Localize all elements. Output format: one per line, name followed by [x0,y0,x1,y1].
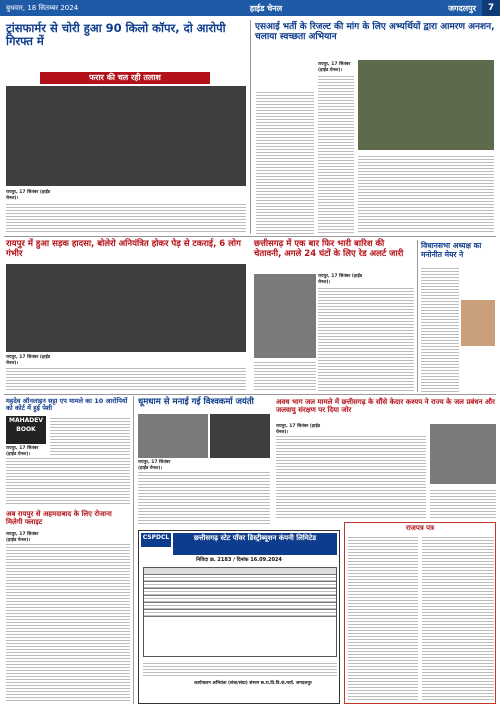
story3-lead: रायपुर, 17 सितंबर (हाईड चेनल)। [6,355,51,366]
ad-notes [143,661,337,677]
divider [4,236,496,237]
story2-photo-left [256,62,316,84]
story4-lead: रायपुर, 17 सितंबर (हाईड चेनल)। [318,274,363,285]
tender-table [143,567,337,657]
story2-body-col2 [358,154,494,234]
story1-lead: रायपुर, 17 सितंबर (हाईड चेनल)। [6,190,51,201]
divider [133,396,134,704]
story1-photo [6,86,246,186]
story9-lead: रायपुर, 17 सितंबर (हाईड चेनल)। [6,532,39,543]
issue-date: बुधवार, 18 सितम्बर 2024 [6,3,79,12]
story3-headline: रायपुर में हुआ सड़क हादसा, बोलेरो अनियंत्रित होकर पेड़ से टकराई, 6 लोग गंभीर [6,239,241,259]
story9-headline: अब रायपुर से अहमदाबाद के लिए रोजाना मिलेगी फ्लाइट [6,510,112,527]
story4-body-low [254,360,316,392]
story7-photo-2 [210,414,270,458]
page-header [0,0,500,16]
ad-logo: CSPDCL [141,533,171,547]
ad-title: छत्तीसगढ़ स्टेट पॉवर डिस्ट्रीब्यूशन कंपनी लिमिटेड [173,533,337,555]
story7-headline: धूमधाम से मनाई गई विश्वकर्मा जयंती [138,397,254,407]
story3-body [6,366,246,392]
tender-ad [138,530,340,704]
story9-body [6,542,130,702]
story2-headline: एसआई भर्ती के रिजल्ट की मांग के लिए अभ्यर्थियों द्वारा आमरण अनशन, चलाया स्वच्छता अभियान [255,22,495,43]
story6-logo: MAHADEV BOOK [6,416,46,444]
notice-body-right [422,535,494,701]
notice-title: राजपत्र पत्र [406,524,434,532]
story7-body [138,470,270,526]
story7-lead: रायपुर, 17 सितंबर (हाईड चेनल)। [138,460,171,471]
story5-headline: विधानसभा अध्यक्ष का मनोनीत मेयर ने [421,241,482,259]
story5-body [421,266,459,392]
story4-photo [254,274,316,358]
paper-name: हाईड चेनल [249,3,283,13]
divider [417,240,418,392]
city-name: जगदलपुर [448,3,476,13]
ad-subtitle: निविदा क्र. 2183 / दिनांक 16.09.2024 [196,557,282,563]
story6-body [6,456,130,506]
story3-photo [6,264,246,352]
story2-body-col1 [318,74,354,234]
story4-headline: छत्तीसगढ़ में एक बार फिर भारी बारिश की चेतावनी, अगले 24 घंटों के लिए रेड अलर्ट जारी [254,239,404,259]
divider [250,20,251,234]
notice-body-left [348,535,418,701]
divider [4,394,496,395]
story5-portrait [461,300,495,346]
story6-headline: महदेव ऑनलाइन सट्टा एप मामले का 10 आरोपियों को कोर्ट में हुई पेशी [6,397,128,413]
story8-lead: रायपुर, 17 सितंबर (हाईड चेनल)। [276,424,321,435]
notice-box [344,522,496,704]
ad-footer: कार्यपालन अभियंता (संचा/संधा) संभाग छ.रा.वि.वि.कं.मर्या. जगदलपुर [194,681,312,686]
story2-body-col0 [256,90,314,234]
story8-headline: अवध भाग जल मामले में छत्तीसगढ़ के सौंसे केदार कश्यप ने राज्य के जल प्रबंधन और जलवायु संरक्षण पर दिया जोर [276,398,495,415]
story8-body [276,434,426,518]
page-number: 7 [482,0,500,16]
story1-banner: फरार की चल रही तलाश [40,72,210,84]
story8-body-right [430,488,496,518]
story4-body [318,286,414,392]
story2-photo [358,60,494,150]
story6-lead: रायपुर, 17 सितंबर (हाईड चेनल)। [6,446,39,457]
story1-headline: ट्रांसफार्मर से चोरी हुआ 90 किलो कॉपर, दो आरोपी गिरफ्त में [6,21,226,49]
story2-lead: रायपुर, 17 सितंबर (हाईड चेनल)। [318,62,351,73]
story6-body-right [50,416,130,456]
story1-body [6,202,246,232]
story8-photo [430,424,496,484]
story7-photo-1 [138,414,208,458]
